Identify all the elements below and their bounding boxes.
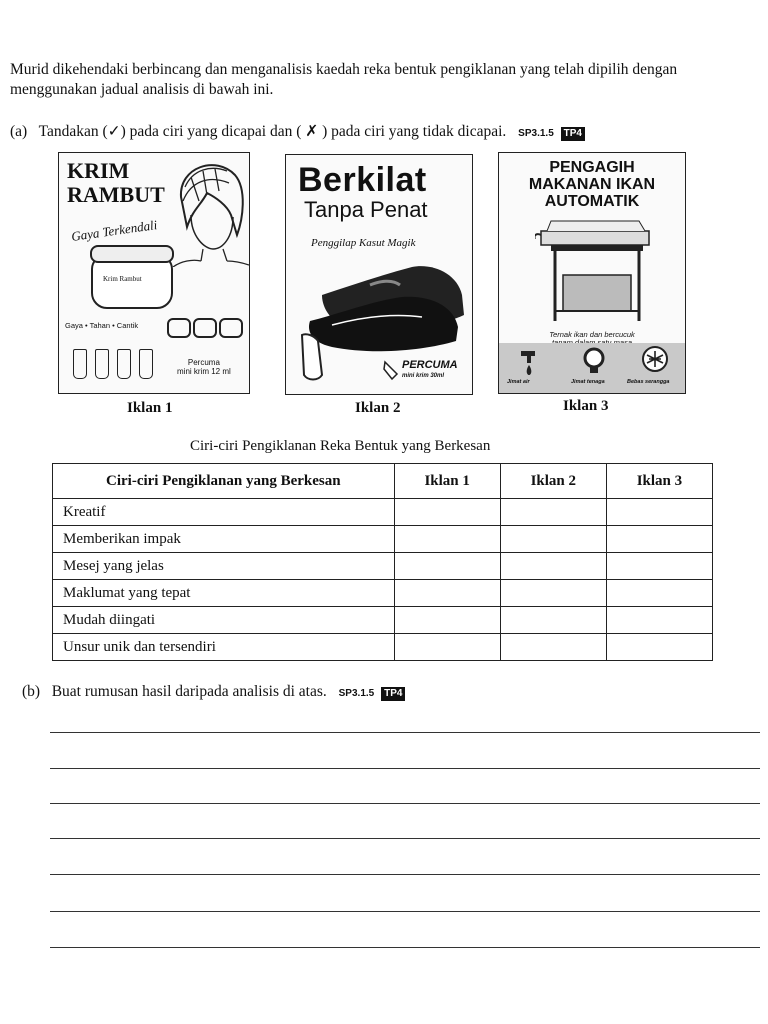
- ad-2-subtitle: Tanpa Penat: [304, 197, 428, 222]
- answer-cell[interactable]: [394, 526, 500, 553]
- question-b-label: (b): [22, 683, 41, 700]
- answer-cell[interactable]: [394, 607, 500, 634]
- table-row: [53, 580, 713, 607]
- answer-line[interactable]: [50, 947, 760, 948]
- tube-icon: [382, 359, 402, 383]
- answer-cell[interactable]: [394, 580, 500, 607]
- answer-line[interactable]: [50, 838, 760, 839]
- criteria-cell: Memberikan impak: [53, 526, 395, 553]
- answer-cell[interactable]: [606, 553, 712, 580]
- ad-1-free-offer: Percuma mini krim 12 ml: [177, 358, 231, 376]
- table-row: [53, 607, 713, 634]
- ad-2-free-offer: PERCUMA mini krim 30ml: [402, 359, 458, 379]
- ad-2-label: Iklan 2: [355, 400, 401, 416]
- ad-2-title: Berkilat: [298, 161, 427, 199]
- answer-line[interactable]: [50, 732, 760, 733]
- ad-3-label: Iklan 3: [563, 398, 609, 414]
- intro-text: Murid dikehendaki berbincang dan menganalisis kaedah reka bentuk pengiklanan yang telah dipilih dengan menggunakan jadual analisis di bawah ini.: [10, 61, 678, 98]
- ad-1-tagline: Gaya • Tahan • Cantik: [65, 321, 139, 330]
- criteria-cell: Unsur unik dan tersendiri: [53, 634, 395, 661]
- criteria-cell: Kreatif: [53, 499, 395, 526]
- table-row: [53, 499, 713, 526]
- table-header-row: [53, 464, 713, 499]
- tp-badge: TP4: [561, 127, 585, 141]
- ad-2-tagline: Penggilap Kasut Magik: [311, 237, 416, 249]
- bottle-icon: [139, 349, 153, 379]
- cream-jar-icon: [91, 255, 173, 309]
- question-b-text: Buat rumusan hasil daripada analisis di atas.: [51, 683, 327, 700]
- water-tap-icon: [519, 347, 539, 377]
- ad-1-title: KRIM RAMBUT: [67, 158, 165, 207]
- answer-line[interactable]: [50, 768, 760, 769]
- answer-cell[interactable]: [606, 634, 712, 661]
- ad-2-image: [285, 154, 473, 395]
- question-b: [22, 683, 405, 701]
- fish-feeder-icon: [535, 215, 655, 323]
- table-caption: Ciri-ciri Pengiklanan Reka Bentuk yang Berkesan: [190, 438, 491, 454]
- ad-3-title: PENGAGIH MAKANAN IKAN AUTOMATIK: [528, 159, 656, 210]
- answer-cell[interactable]: [606, 607, 712, 634]
- answer-cell[interactable]: [606, 499, 712, 526]
- feature-energy: Jimat tenaga: [571, 379, 605, 385]
- answer-cell[interactable]: [500, 526, 606, 553]
- mini-jar-icon: [167, 318, 191, 338]
- answer-cell[interactable]: [500, 553, 606, 580]
- hair-model-icon: [171, 157, 249, 267]
- ad-3-caption: Ternak ikan dan bercucuk: [549, 330, 635, 339]
- answer-cell[interactable]: [500, 607, 606, 634]
- answer-cell[interactable]: [394, 634, 500, 661]
- skill-code: SP3.1.5: [338, 688, 375, 699]
- ad-1-subtitle: Gaya Terkendali: [70, 217, 159, 244]
- ad-1-label: Iklan 1: [127, 400, 173, 416]
- criteria-cell: Mesej yang jelas: [53, 553, 395, 580]
- ad-1-image: [58, 152, 250, 394]
- table-row: [53, 526, 713, 553]
- answer-cell[interactable]: [500, 634, 606, 661]
- mini-jar-icon: [193, 318, 217, 338]
- no-insect-icon: [641, 345, 669, 375]
- table-row: [53, 553, 713, 580]
- answer-line[interactable]: [50, 874, 760, 875]
- ad-3-image: [498, 152, 686, 394]
- answer-cell[interactable]: [606, 580, 712, 607]
- bottle-icon: [117, 349, 131, 379]
- answer-cell[interactable]: [500, 580, 606, 607]
- tp-badge: TP4: [381, 687, 405, 701]
- header-ad-3: Iklan 3: [606, 464, 712, 499]
- feature-water: Jimat air: [507, 379, 530, 385]
- answer-cell[interactable]: [394, 499, 500, 526]
- answer-cell[interactable]: [500, 499, 606, 526]
- bottle-icon: [73, 349, 87, 379]
- light-bulb-icon: [583, 347, 605, 377]
- bottle-icon: [95, 349, 109, 379]
- skill-code: SP3.1.5: [518, 128, 554, 139]
- question-a-text: Tandakan (✓) pada ciri yang dicapai dan ( ✗ ) pada ciri yang tidak dicapai.: [38, 123, 507, 140]
- jar-label: Krim Rambut: [103, 275, 142, 283]
- answer-line[interactable]: [50, 803, 760, 804]
- feature-insect: Bebas serangga: [627, 379, 670, 385]
- header-ad-2: Iklan 2: [500, 464, 606, 499]
- header-ad-1: Iklan 1: [394, 464, 500, 499]
- ad-3-feature-bar: [499, 343, 685, 393]
- answer-cell[interactable]: [606, 526, 712, 553]
- answer-line[interactable]: [50, 911, 760, 912]
- criteria-cell: Maklumat yang tepat: [53, 580, 395, 607]
- answer-cell[interactable]: [394, 553, 500, 580]
- mini-jar-icon: [219, 318, 243, 338]
- analysis-table: [52, 463, 713, 661]
- table-row: [53, 634, 713, 661]
- header-criteria: Ciri-ciri Pengiklanan yang Berkesan: [53, 464, 395, 499]
- question-a-label: (a): [10, 123, 28, 140]
- criteria-cell: Mudah diingati: [53, 607, 395, 634]
- question-a: [10, 122, 585, 141]
